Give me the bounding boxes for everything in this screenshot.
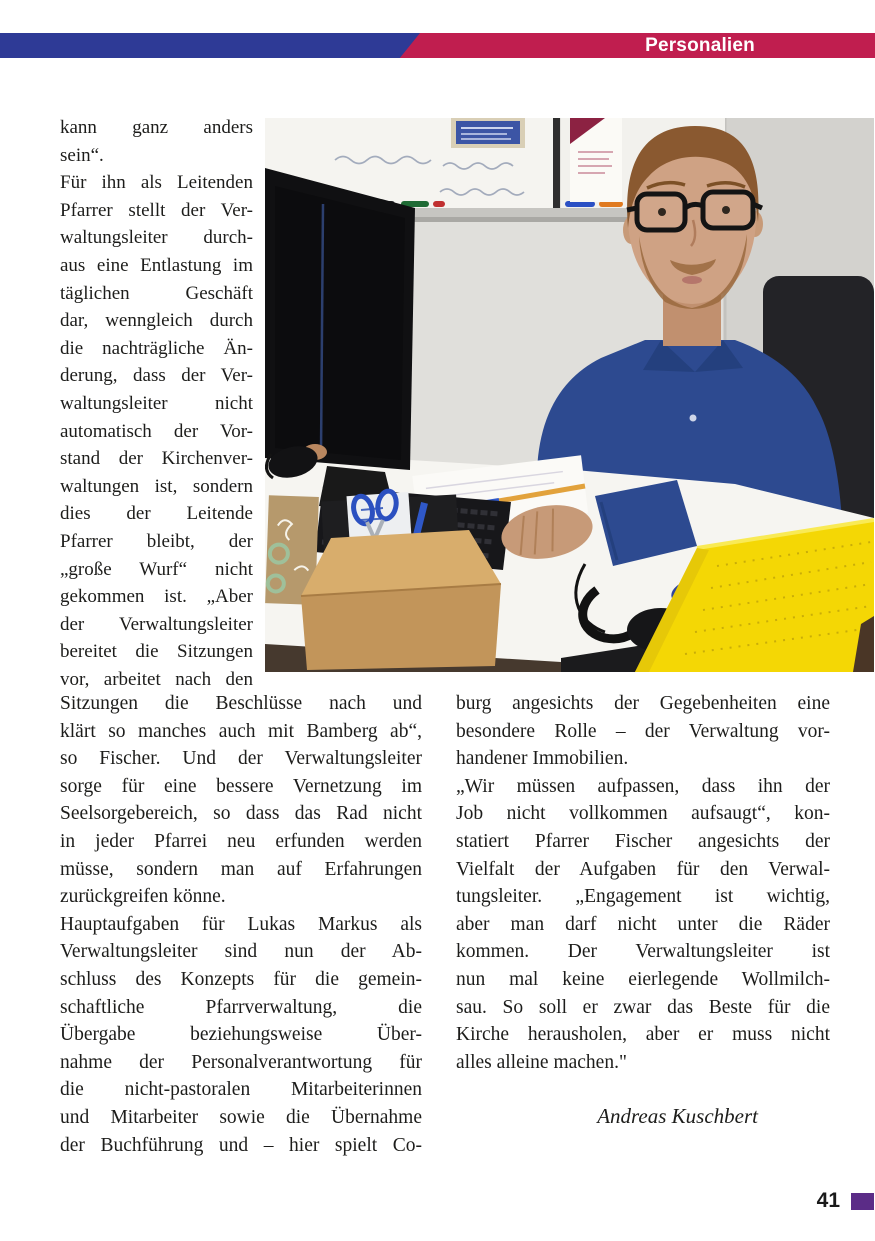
column-right (456, 690, 830, 1076)
text-line: Übergabe beziehungsweise Über- (60, 1024, 422, 1046)
text-line: stand der Kirchenver- (60, 448, 253, 470)
text-line: der Verwaltungsleiter (60, 613, 253, 635)
text-line: Pfarrer bleibt, der (60, 530, 253, 552)
article-photo (265, 118, 874, 672)
flipchart-paper (570, 118, 622, 202)
text-line: Für ihn als Leitenden (60, 172, 253, 194)
text-line: dies der Leitende (60, 503, 253, 525)
text-line: Job nicht vollkommen aufsaugt“, kon- (456, 803, 830, 825)
text-line: waltungsleiter durch- (60, 227, 253, 249)
text-line: die nachträgliche Än- (60, 337, 253, 359)
text-line: gekommen ist. „Aber (60, 586, 253, 608)
text-line: sau. So soll er zwar das Beste für die (456, 996, 830, 1018)
column-left (60, 690, 422, 1159)
text-line: statiert Pfarrer Fischer angesichts der (456, 830, 830, 852)
text-line: burg angesichts der Gegebenheiten eine (456, 693, 830, 714)
text-line: klärt so manches auch mit Bamberg ab“, (60, 720, 422, 742)
text-line: aber man darf nicht unter die Räder (456, 913, 830, 935)
text-line: dar, wenngleich durch (60, 310, 253, 332)
text-line: bereitet die Sitzungen (60, 641, 253, 663)
text-line: Vielfalt der Aufgaben für den Verwal- (456, 858, 830, 880)
text-line: tungsleiter. „Engagement ist wichtig, (456, 886, 830, 908)
text-line: und Mitarbeiter sowie die Übernahme (60, 1106, 422, 1128)
text-line: der Buchführung und – hier spielt Co- (60, 1134, 422, 1156)
text-line: Seelsorgebereich, so dass das Rad nicht (60, 803, 422, 825)
header-bar (0, 33, 875, 58)
text-line: alles alleine machen." (456, 1051, 627, 1073)
text-line: derung, dass der Ver- (60, 365, 253, 387)
page-corner-square (851, 1193, 874, 1210)
text-line: besondere Rolle – der Verwaltung vor- (456, 720, 830, 742)
text-line: aus eine Entlastung im (60, 254, 253, 276)
text-line: sein“. (60, 144, 104, 166)
text-line: waltungsleiter nicht (60, 392, 253, 414)
text-line: Sitzungen die Beschlüsse nach und (60, 693, 422, 714)
text-line: waltungen ist, sondern (60, 475, 253, 497)
text-line: kommen. Der Verwaltungsleiter ist (456, 941, 830, 963)
text-line: Kirche herausholen, aber er muss nicht (456, 1024, 830, 1046)
text-line: vor, arbeitet nach den (60, 668, 253, 690)
text-line: in jeder Pfarrei neu erfunden werden (60, 830, 422, 852)
column-narrow (60, 114, 253, 693)
text-line: Verwaltungsleiter sind nun der Ab- (60, 941, 422, 963)
text-line: handener Immobilien. (456, 748, 629, 770)
text-line: Pfarrer stellt der Ver- (60, 199, 253, 221)
text-line: die nicht-pastoralen Mitarbeiterinnen (60, 1079, 422, 1101)
header-bar-blue-segment (0, 33, 420, 58)
page-number: 41 (816, 1189, 840, 1212)
text-line: täglichen Geschäft (60, 282, 253, 304)
text-line: automatisch der Vor- (60, 420, 253, 442)
text-line: schaftliche Pfarrverwaltung, die (60, 996, 422, 1018)
byline: Andreas Kuschbert (597, 1104, 758, 1128)
text-line: zurückgreifen könne. (60, 886, 226, 908)
text-line: müsse, sondern man auf Erfahrungen (60, 858, 422, 880)
text-line: Hauptaufgaben für Lukas Markus als (60, 913, 422, 935)
article-photo-illustration (265, 118, 874, 672)
text-line: nun mal keine eierlegende Wollmilch- (456, 968, 830, 990)
text-line: schluss des Konzepts für die gemein- (60, 968, 422, 990)
text-line: „große Wurf“ nicht (60, 558, 253, 580)
pinned-sign (451, 118, 525, 148)
text-line: sorge für eine bessere Vernetzung im (60, 775, 422, 797)
text-line: nahme der Personalverantwortung für (60, 1051, 422, 1073)
text-line: so Fischer. Und der Verwaltungsleiter (60, 748, 422, 770)
text-line: kann ganz anders (60, 117, 253, 138)
text-line: „Wir müssen aufpassen, dass ihn der (456, 775, 830, 797)
section-title: Personalien (645, 35, 755, 56)
